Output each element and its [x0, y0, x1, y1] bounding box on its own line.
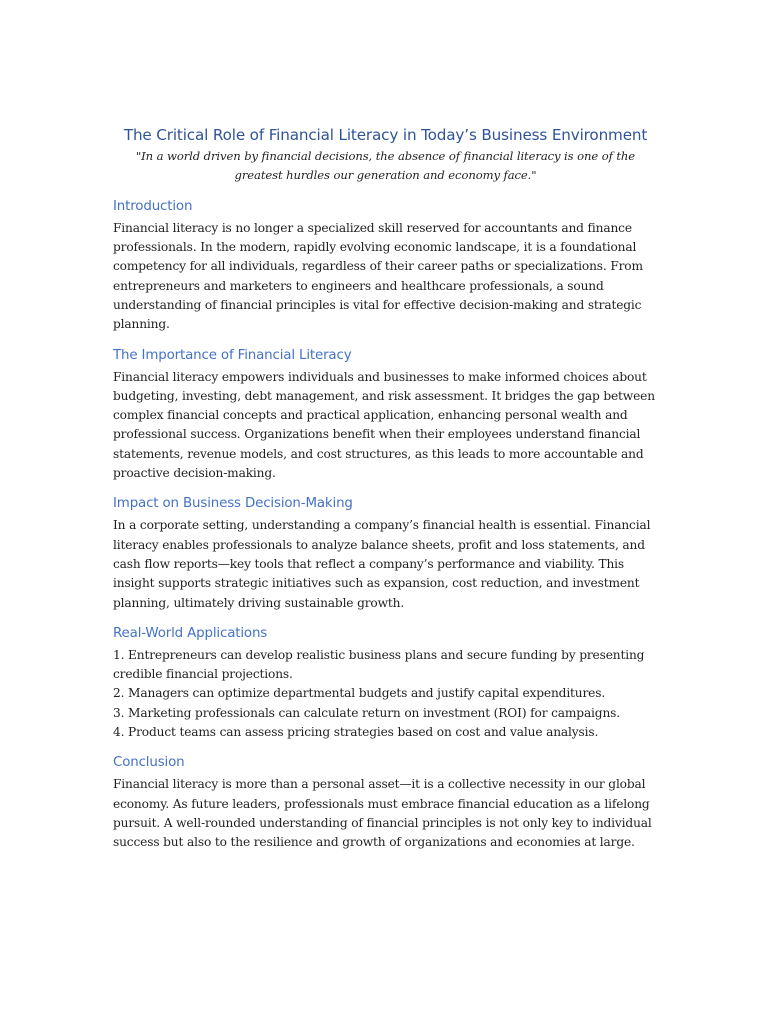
- section-body: In a corporate setting, understanding a company’s financial health is essential. Financial literacy enables professionals to analyze balance sheets, profit and loss statements, and cash flow reports—key tools that reflect a company’s performance and viability. This insight supports strategic initiatives such as expansion, cost reduction, and investment planning, ultimately driving sustainable growth.: [113, 518, 651, 610]
- section-heading: Real-World Applications: [113, 625, 268, 641]
- section-heading: Impact on Business Decision-Making: [113, 496, 353, 512]
- section-applications: [113, 624, 658, 742]
- document-page: [113, 124, 658, 853]
- list-item: 4. Product teams can assess pricing strategies based on cost and value analysis.: [113, 725, 599, 740]
- list-item: 2. Managers can optimize departmental budgets and justify capital expenditures.: [113, 686, 606, 701]
- applications-list: [113, 646, 658, 742]
- section-heading: Introduction: [113, 198, 193, 214]
- section-body: Financial literacy is no longer a specialized skill reserved for accountants and finance professionals. In the modern, rapidly evolving economic landscape, it is a foundational competency for all individuals, regardless of their career paths or specializations. From entrepreneurs and marketers to engineers and healthcare professionals, a sound understanding of financial principles is vital for effective decision-making and strategic planning.: [113, 220, 643, 332]
- section-body: Financial literacy is more than a personal asset—it is a collective necessity in our global economy. As future leaders, professionals must embrace financial education as a lifelong pursuit. A well-rounded understanding of financial principles is not only key to individual success but also to the resilience and growth of organizations and economies at large.: [113, 777, 652, 850]
- section-impact: [113, 494, 658, 612]
- list-item: 3. Marketing professionals can calculate return on investment (ROI) for campaigns.: [113, 705, 620, 720]
- document-title: The Critical Role of Financial Literacy in Today’s Business Environment: [123, 126, 648, 144]
- section-heading: The Importance of Financial Literacy: [113, 347, 352, 363]
- section-introduction: [113, 197, 658, 335]
- section-heading: Conclusion: [113, 755, 185, 771]
- section-body: Financial literacy empowers individuals and businesses to make informed choices about budgeting, investing, debt management, and risk assessment. It bridges the gap between complex financial concepts and practical application, enhancing personal wealth and professional success. Organizations benefit when their employees understand financial statements, revenue models, and cost structures, as this leads to more accountable and proactive decision-making.: [113, 369, 655, 481]
- section-conclusion: [113, 753, 658, 852]
- epigraph-quote: "In a world driven by financial decisions, the absence of financial literacy is one of the greatest hurdles our generation and economy face.": [135, 149, 636, 183]
- section-importance: [113, 346, 658, 484]
- list-item: 1. Entrepreneurs can develop realistic business plans and secure funding by presenting credible financial projections.: [113, 647, 645, 682]
